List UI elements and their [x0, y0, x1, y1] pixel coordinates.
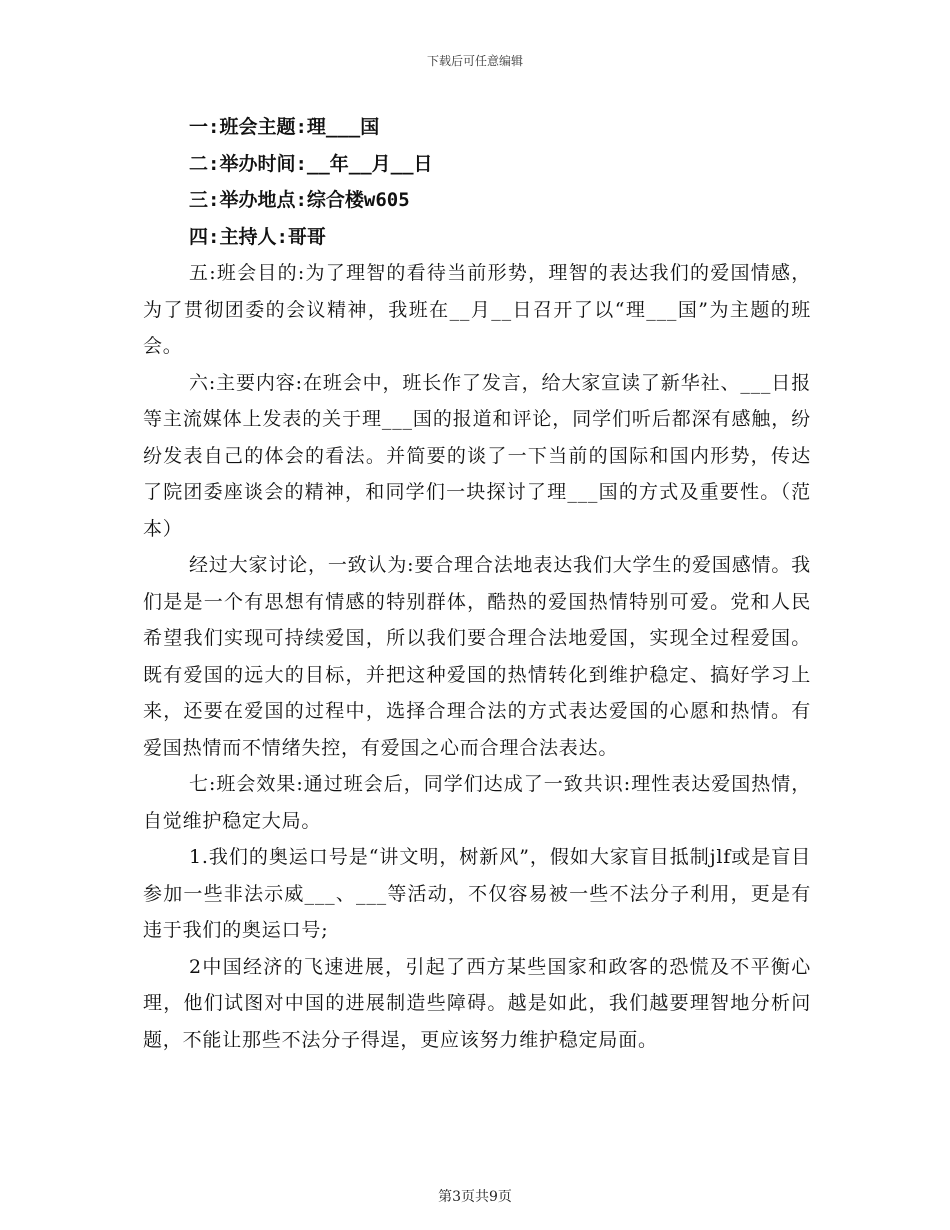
paragraph-discussion: 经过大家讨论，一致认为:要合理合法地表达我们大学生的爱国感情。我们是是一个有思想有情感的特别群体，酷热的爱国热情特别可爱。党和人民希望我们实现可持续爱国，所以我们要合理合法地爱国，实现全过程爱国。既有爱国的远大的目标，并把这种爱国的热情转化到维护稳定、搞好学习上来，还要在爱国的过程中，选择合理合法的方式表达爱国的心愿和热情。有爱国热情而不情绪失控，有爱国之心而合理合法表达。: [143, 554, 811, 759]
page-footer: 第3页共9页: [438, 1189, 512, 1205]
paragraph-effect: 七:班会效果:通过班会后，同学们达成了一致共识:理性表达爱国热情，自觉维护稳定大局。: [143, 773, 811, 832]
heading-location: 三:举办地点:综合楼w605: [189, 189, 410, 211]
page-header: 下载后可任意编辑: [426, 54, 523, 68]
paragraph-point-1: 1.我们的奥运口号是“讲文明，树新风”，假如大家盲目抵制jlf或是盲目参加一些非法示威___、___等活动，不仅容易被一些不法分子利用，更是有违于我们的奥运口号;: [143, 846, 811, 941]
paragraph-purpose: 五:班会目的:为了理智的看待当前形势，理智的表达我们的爱国情感，为了贯彻团委的会议精神，我班在__月__日召开了以“理___国”为主题的班会。: [143, 262, 811, 357]
document-body: [143, 109, 811, 1058]
paragraph-point-2: 2中国经济的飞速进展，引起了西方某些国家和政客的恐慌及不平衡心理，他们试图对中国的进展制造些障碍。越是如此，我们越要理智地分析问题，不能让那些不法分子得逞，更应该努力维护稳定局面。: [143, 955, 811, 1051]
paragraph-content: 六:主要内容:在班会中，班长作了发言，给大家宣读了新华社、___日报等主流媒体上发表的关于理___国的报道和评论，同学们听后都深有感触，纷纷发表自己的体会的看法。并简要的谈了一下当前的国际和国内形势，传达了院团委座谈会的精神，和同学们一块探讨了理___国的方式及重要性。（范本）: [143, 371, 811, 540]
heading-theme: 一:班会主题:理___国: [189, 116, 380, 138]
heading-host: 四:主持人:哥哥: [189, 225, 326, 248]
heading-time: 二:举办时间:__年__月__日: [189, 152, 433, 175]
